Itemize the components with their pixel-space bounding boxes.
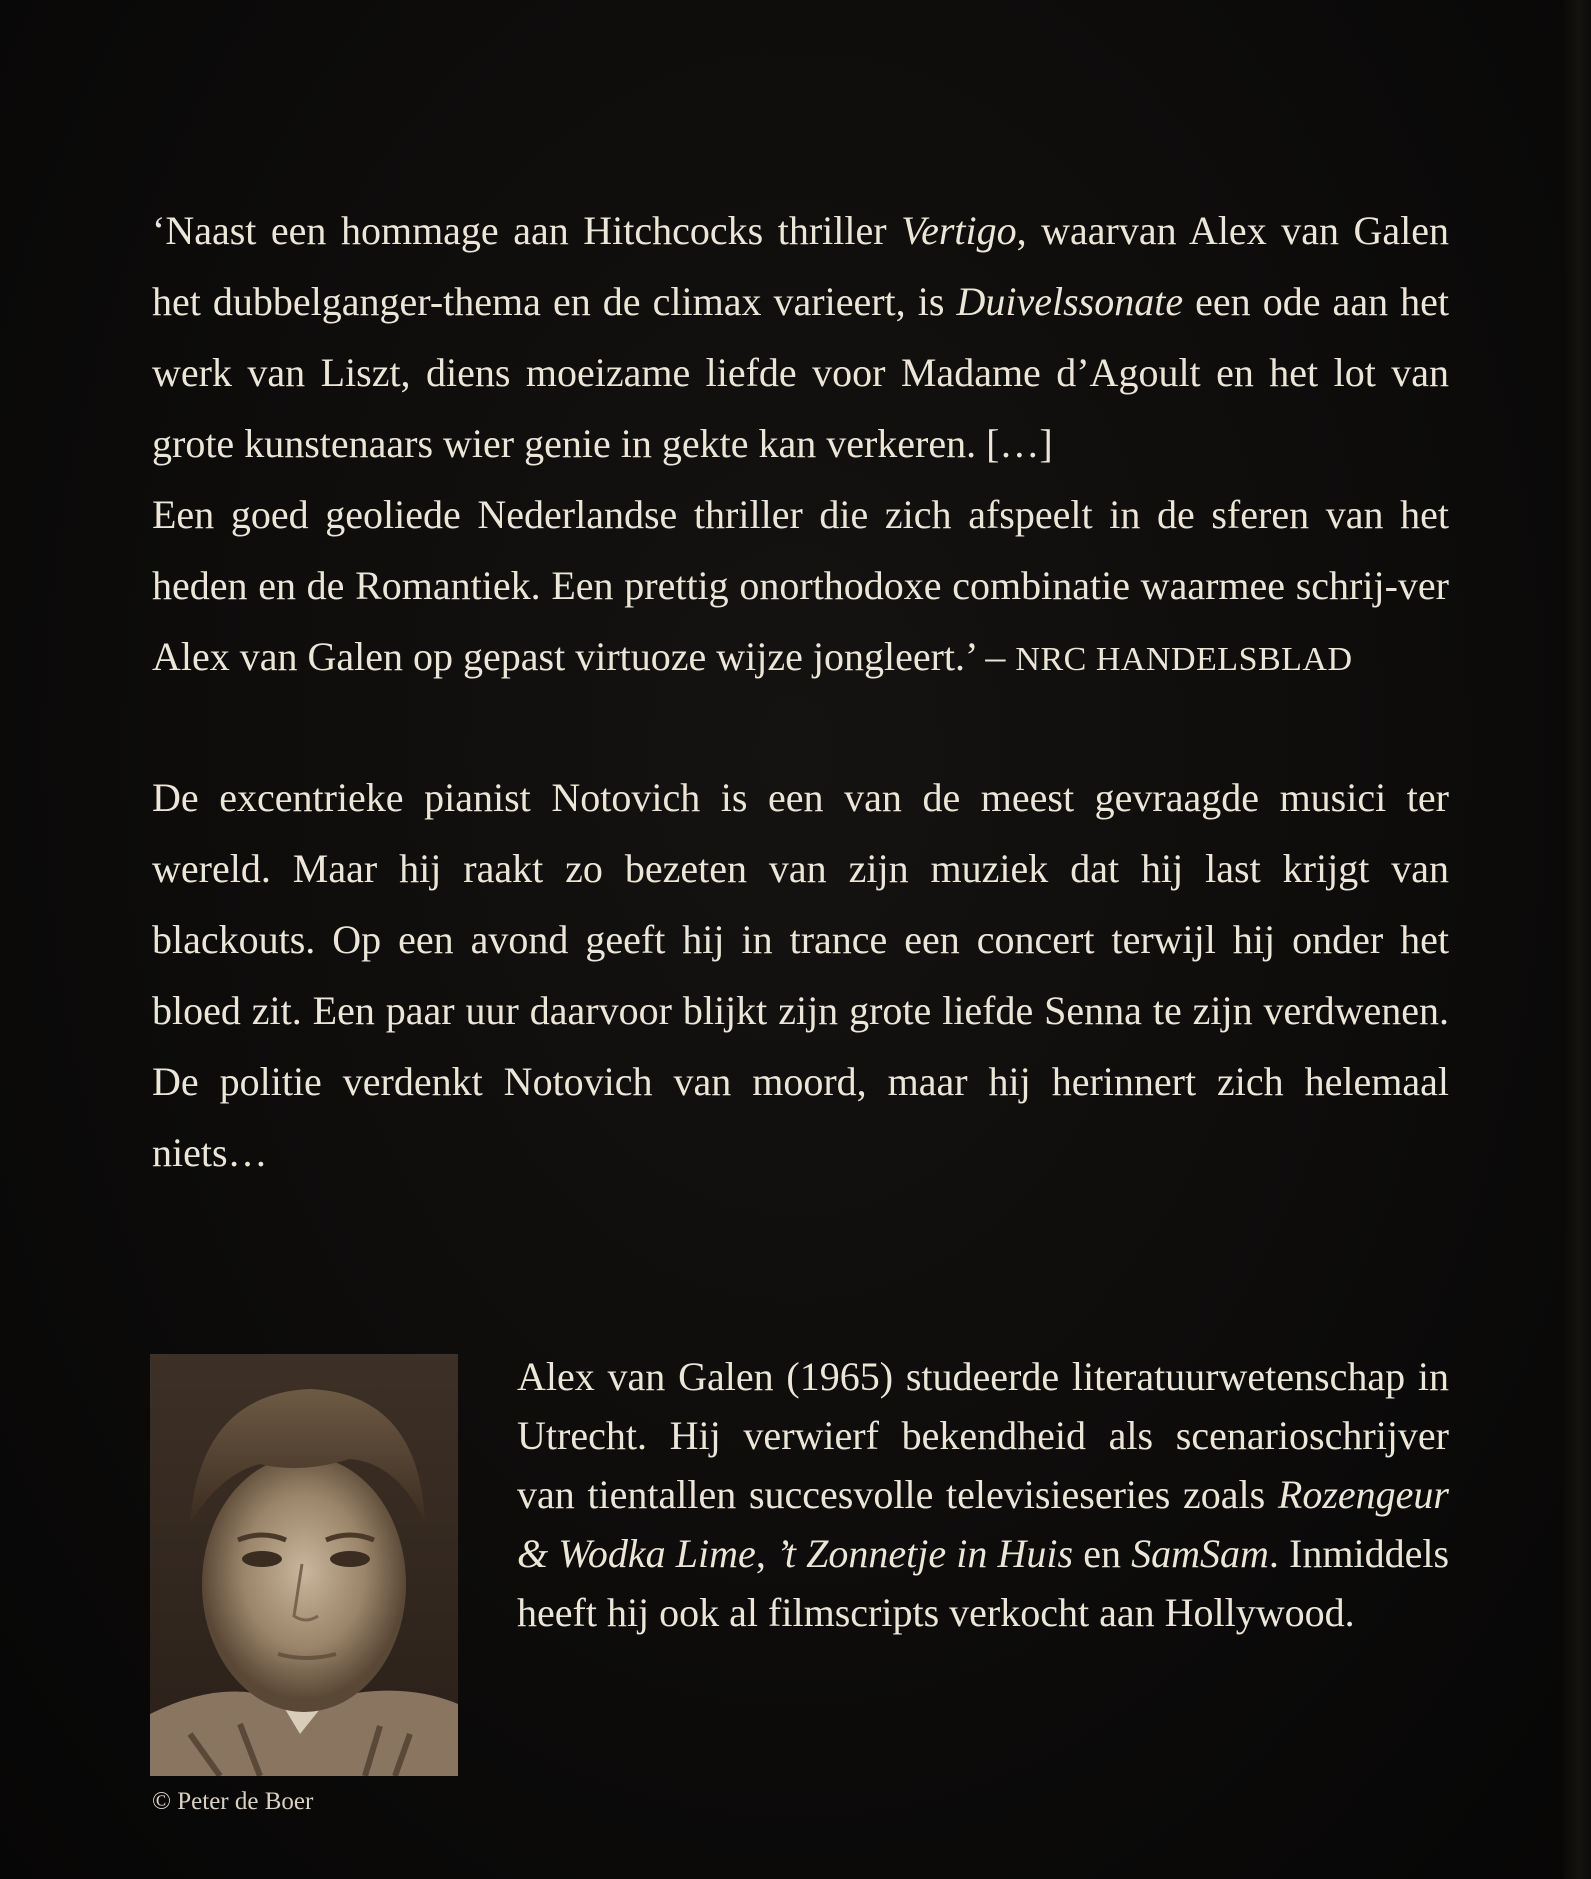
show-title-zonnetje: ’t Zonnetje in Huis xyxy=(775,1531,1074,1576)
film-title-vertigo: Vertigo xyxy=(901,208,1017,253)
spine-fold xyxy=(1563,0,1591,1879)
review-paragraph-2: Een goed geoliede Nederlandse thriller die zich afspeelt in de sferen van het heden en de Romantiek. Een prettig onorthodoxe combinatie waarmee schrij-ver Alex van Galen op gepast virtuoze wijze jongleert.’ – NRC HANDELSBLAD xyxy=(152,492,1449,679)
press-review xyxy=(152,195,1449,695)
review-source: NRC HANDELSBLAD xyxy=(1015,641,1353,678)
review-paragraph-1: ‘Naast een hommage aan Hitchcocks thriller Vertigo, waarvan Alex van Galen het dubbelganger-thema en de climax varieert, is Duivelssonate een ode aan het werk van Liszt, diens moeizame liefde voor Madame d’Agoult en het lot van grote kunstenaars wier genie in gekte kan verkeren. […] xyxy=(152,208,1450,466)
author-portrait-image xyxy=(150,1354,458,1776)
author-bio xyxy=(517,1347,1449,1642)
show-title-rozengeur: Rozengeur & Wodka Lime xyxy=(517,1472,1449,1576)
photo-credit: © Peter de Boer xyxy=(152,1788,314,1815)
author-bio-text: Alex van Galen (1965) studeerde literatuurwetenschap in Utrecht. Hij verwierf bekendheid als scenarioschrijver van tientallen succesvolle televisieseries zoals Rozengeur & Wodka Lime, ’t Zonnetje in Huis en SamSam. Inmiddels heeft hij ook al filmscripts verkocht aan Hollywood. xyxy=(517,1354,1450,1635)
synopsis-text: De excentrieke pianist Notovich is een van de meest gevraagde musici ter wereld. Maar hij raakt zo bezeten van zijn muziek dat hij last krijgt van blackouts. Op een avond geeft hij in trance een concert terwijl hij onder het bloed zit. Een paar uur daarvoor blijkt zijn grote liefde Senna te zijn verdwenen. De politie verdenkt Notovich van moord, maar hij herinnert zich helemaal niets… xyxy=(152,775,1449,1175)
book-title: Duivelssonate xyxy=(956,279,1184,324)
author-photo xyxy=(150,1354,458,1776)
synopsis xyxy=(152,762,1449,1188)
show-title-samsam: SamSam xyxy=(1131,1531,1269,1576)
